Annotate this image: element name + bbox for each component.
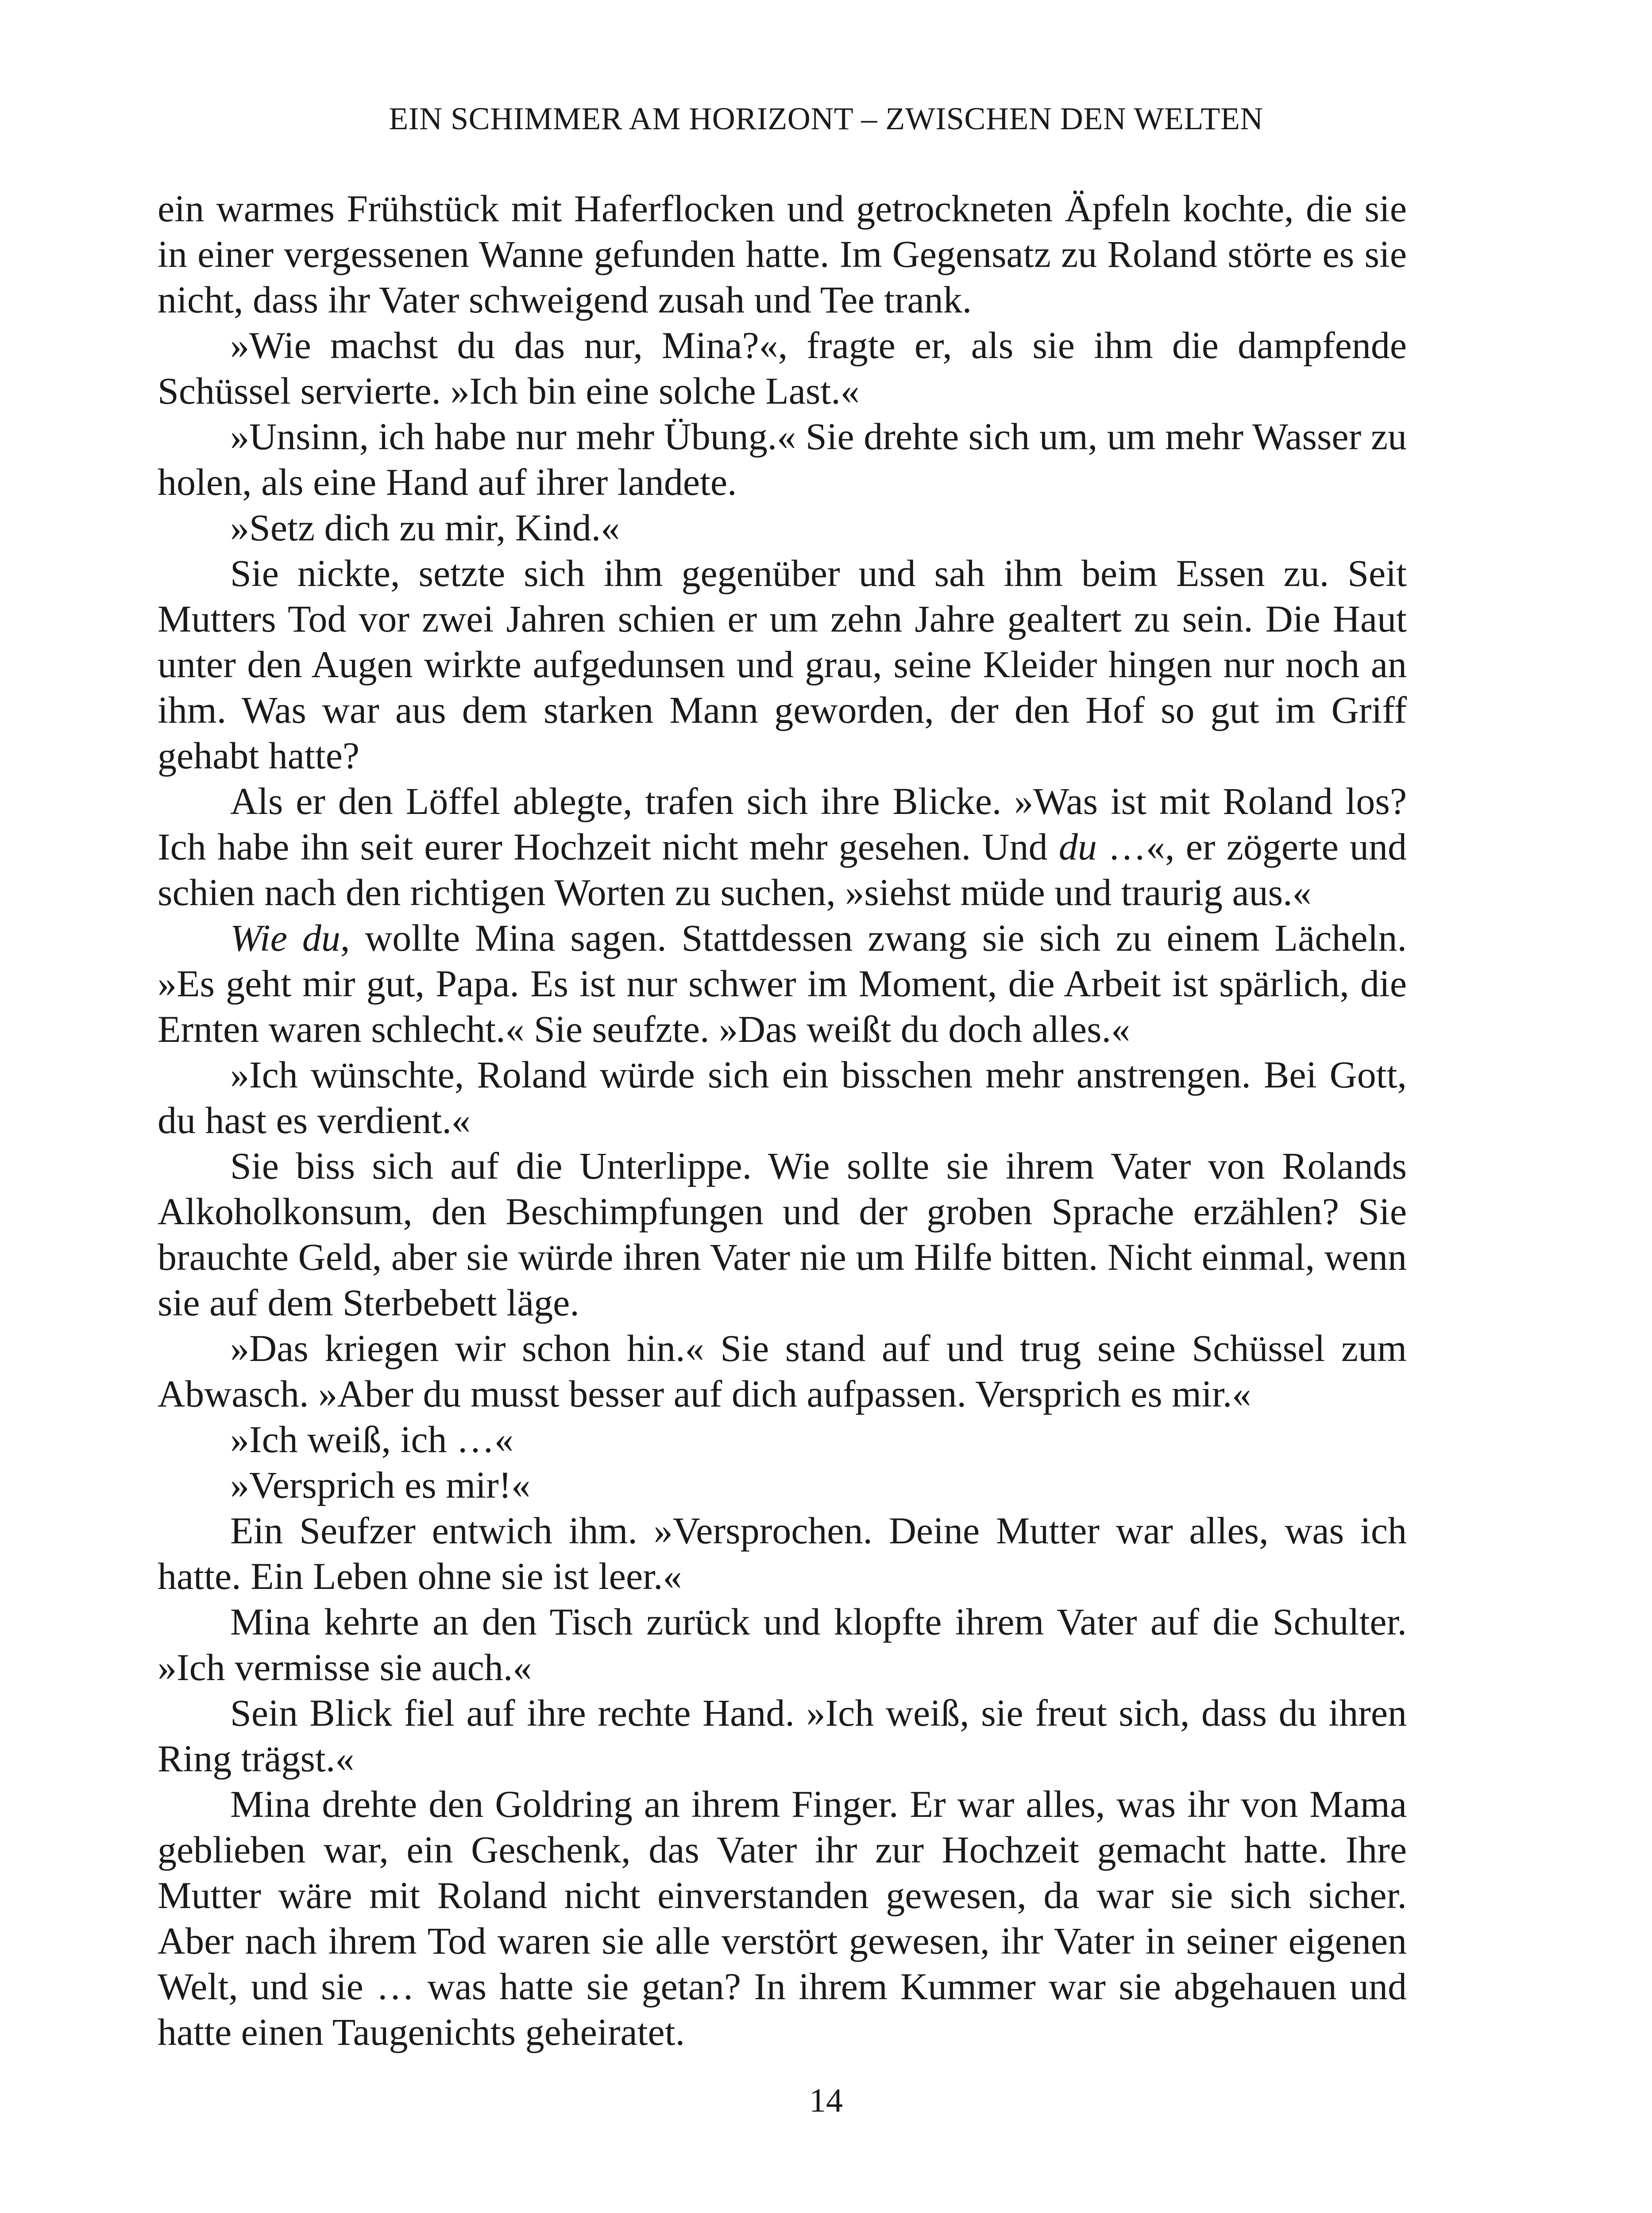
paragraph: »Setz dich zu mir, Kind.« — [230, 506, 620, 549]
italic-emphasis: Wie du — [230, 917, 340, 959]
paragraph: Sie nickte, setzte sich ihm gegenüber und sah ihm beim Essen zu. Seit Mutters Tod vor zwei Jahren schien er um zehn Jahre gealtert zu sein. Die Haut unter den Augen wirkte aufgedunsen und grau, seine Kleider hingen nur noch an ihm. Was war aus dem starken Mann geworden, der den Hof so gut im Griff gehabt hatte? — [158, 552, 1407, 777]
paragraph: Mina kehrte an den Tisch zurück und klopfte ihrem Vater auf die Schulter. »Ich vermisse sie auch.« — [158, 1600, 1407, 1689]
paragraph: ein warmes Frühstück mit Haferflocken und getrockneten Äpfeln kochte, die sie in einer vergessenen Wanne gefunden hatte. Im Gegensatz zu Roland störte es sie nicht, dass ihr Vater schweigend zusah und Tee trank. — [158, 187, 1407, 321]
running-header: EIN SCHIMMER AM HORIZONT – ZWISCHEN DEN WELTEN — [389, 101, 1263, 136]
italic-emphasis: du — [1058, 825, 1097, 868]
paragraph: Mina drehte den Goldring an ihrem Finger. Er war alles, was ihr von Mama geblieben war, ein Geschenk, das Vater ihr zur Hochzeit gemacht hatte. Ihre Mutter wäre mit Roland nicht einverstanden gewesen, da war sie sich sicher. Aber nach ihrem Tod waren sie alle verstört gewesen, ihr Vater in seiner eigenen Welt, und sie … was hatte sie getan? In ihrem Kummer war sie abgehauen und hatte einen Taugenichts geheiratet. — [158, 1783, 1407, 2053]
paragraph: Ein Seufzer entwich ihm. »Versprochen. Deine Mutter war alles, was ich hatte. Ein Leben ohne sie ist leer.« — [158, 1509, 1407, 1597]
paragraph: »Ich wünschte, Roland würde sich ein bisschen mehr anstrengen. Bei Gott, du hast es verdient.« — [158, 1053, 1407, 1141]
body-text — [158, 186, 1407, 2055]
paragraph: Sie biss sich auf die Unterlippe. Wie sollte sie ihrem Vater von Rolands Alkoholkonsum, den Beschimpfungen und der groben Sprache erzählen? Sie brauchte Geld, aber sie würde ihren Vater nie um Hilfe bitten. Nicht einmal, wenn sie auf dem Sterbebett läge. — [158, 1145, 1407, 1324]
paragraph: »Ich weiß, ich …« — [230, 1418, 514, 1461]
paragraph: »Unsinn, ich habe nur mehr Übung.« Sie drehte sich um, um mehr Wasser zu holen, als eine Hand auf ihrer landete. — [158, 415, 1407, 503]
page-number: 14 — [809, 2082, 843, 2119]
paragraph: »Versprich es mir!« — [230, 1464, 531, 1506]
paragraph: »Wie machst du das nur, Mina?«, fragte er, als sie ihm die dampfende Schüssel servierte. »Ich bin eine solche Last.« — [158, 324, 1407, 412]
paragraph: »Das kriegen wir schon hin.« Sie stand auf und trug seine Schüssel zum Abwasch. »Aber du musst besser auf dich aufpassen. Versprich es mir.« — [158, 1327, 1407, 1415]
paragraph: Als er den Löffel ablegte, trafen sich ihre Blicke. »Was ist mit Roland los? Ich habe ihn seit eurer Hochzeit nicht mehr gesehen. Und du …«, er zögerte und schien nach den richtigen Worten zu suchen, »siehst müde und traurig aus.« — [158, 780, 1407, 914]
paragraph: Wie du, wollte Mina sagen. Stattdessen zwang sie sich zu einem Lächeln. »Es geht mir gut, Papa. Es ist nur schwer im Moment, die Arbeit ist spärlich, die Ernten waren schlecht.« Sie seufzte. »Das weißt du doch alles.« — [158, 917, 1407, 1050]
paragraph: Sein Blick fiel auf ihre rechte Hand. »Ich weiß, sie freut sich, dass du ihren Ring trägst.« — [158, 1692, 1407, 1780]
